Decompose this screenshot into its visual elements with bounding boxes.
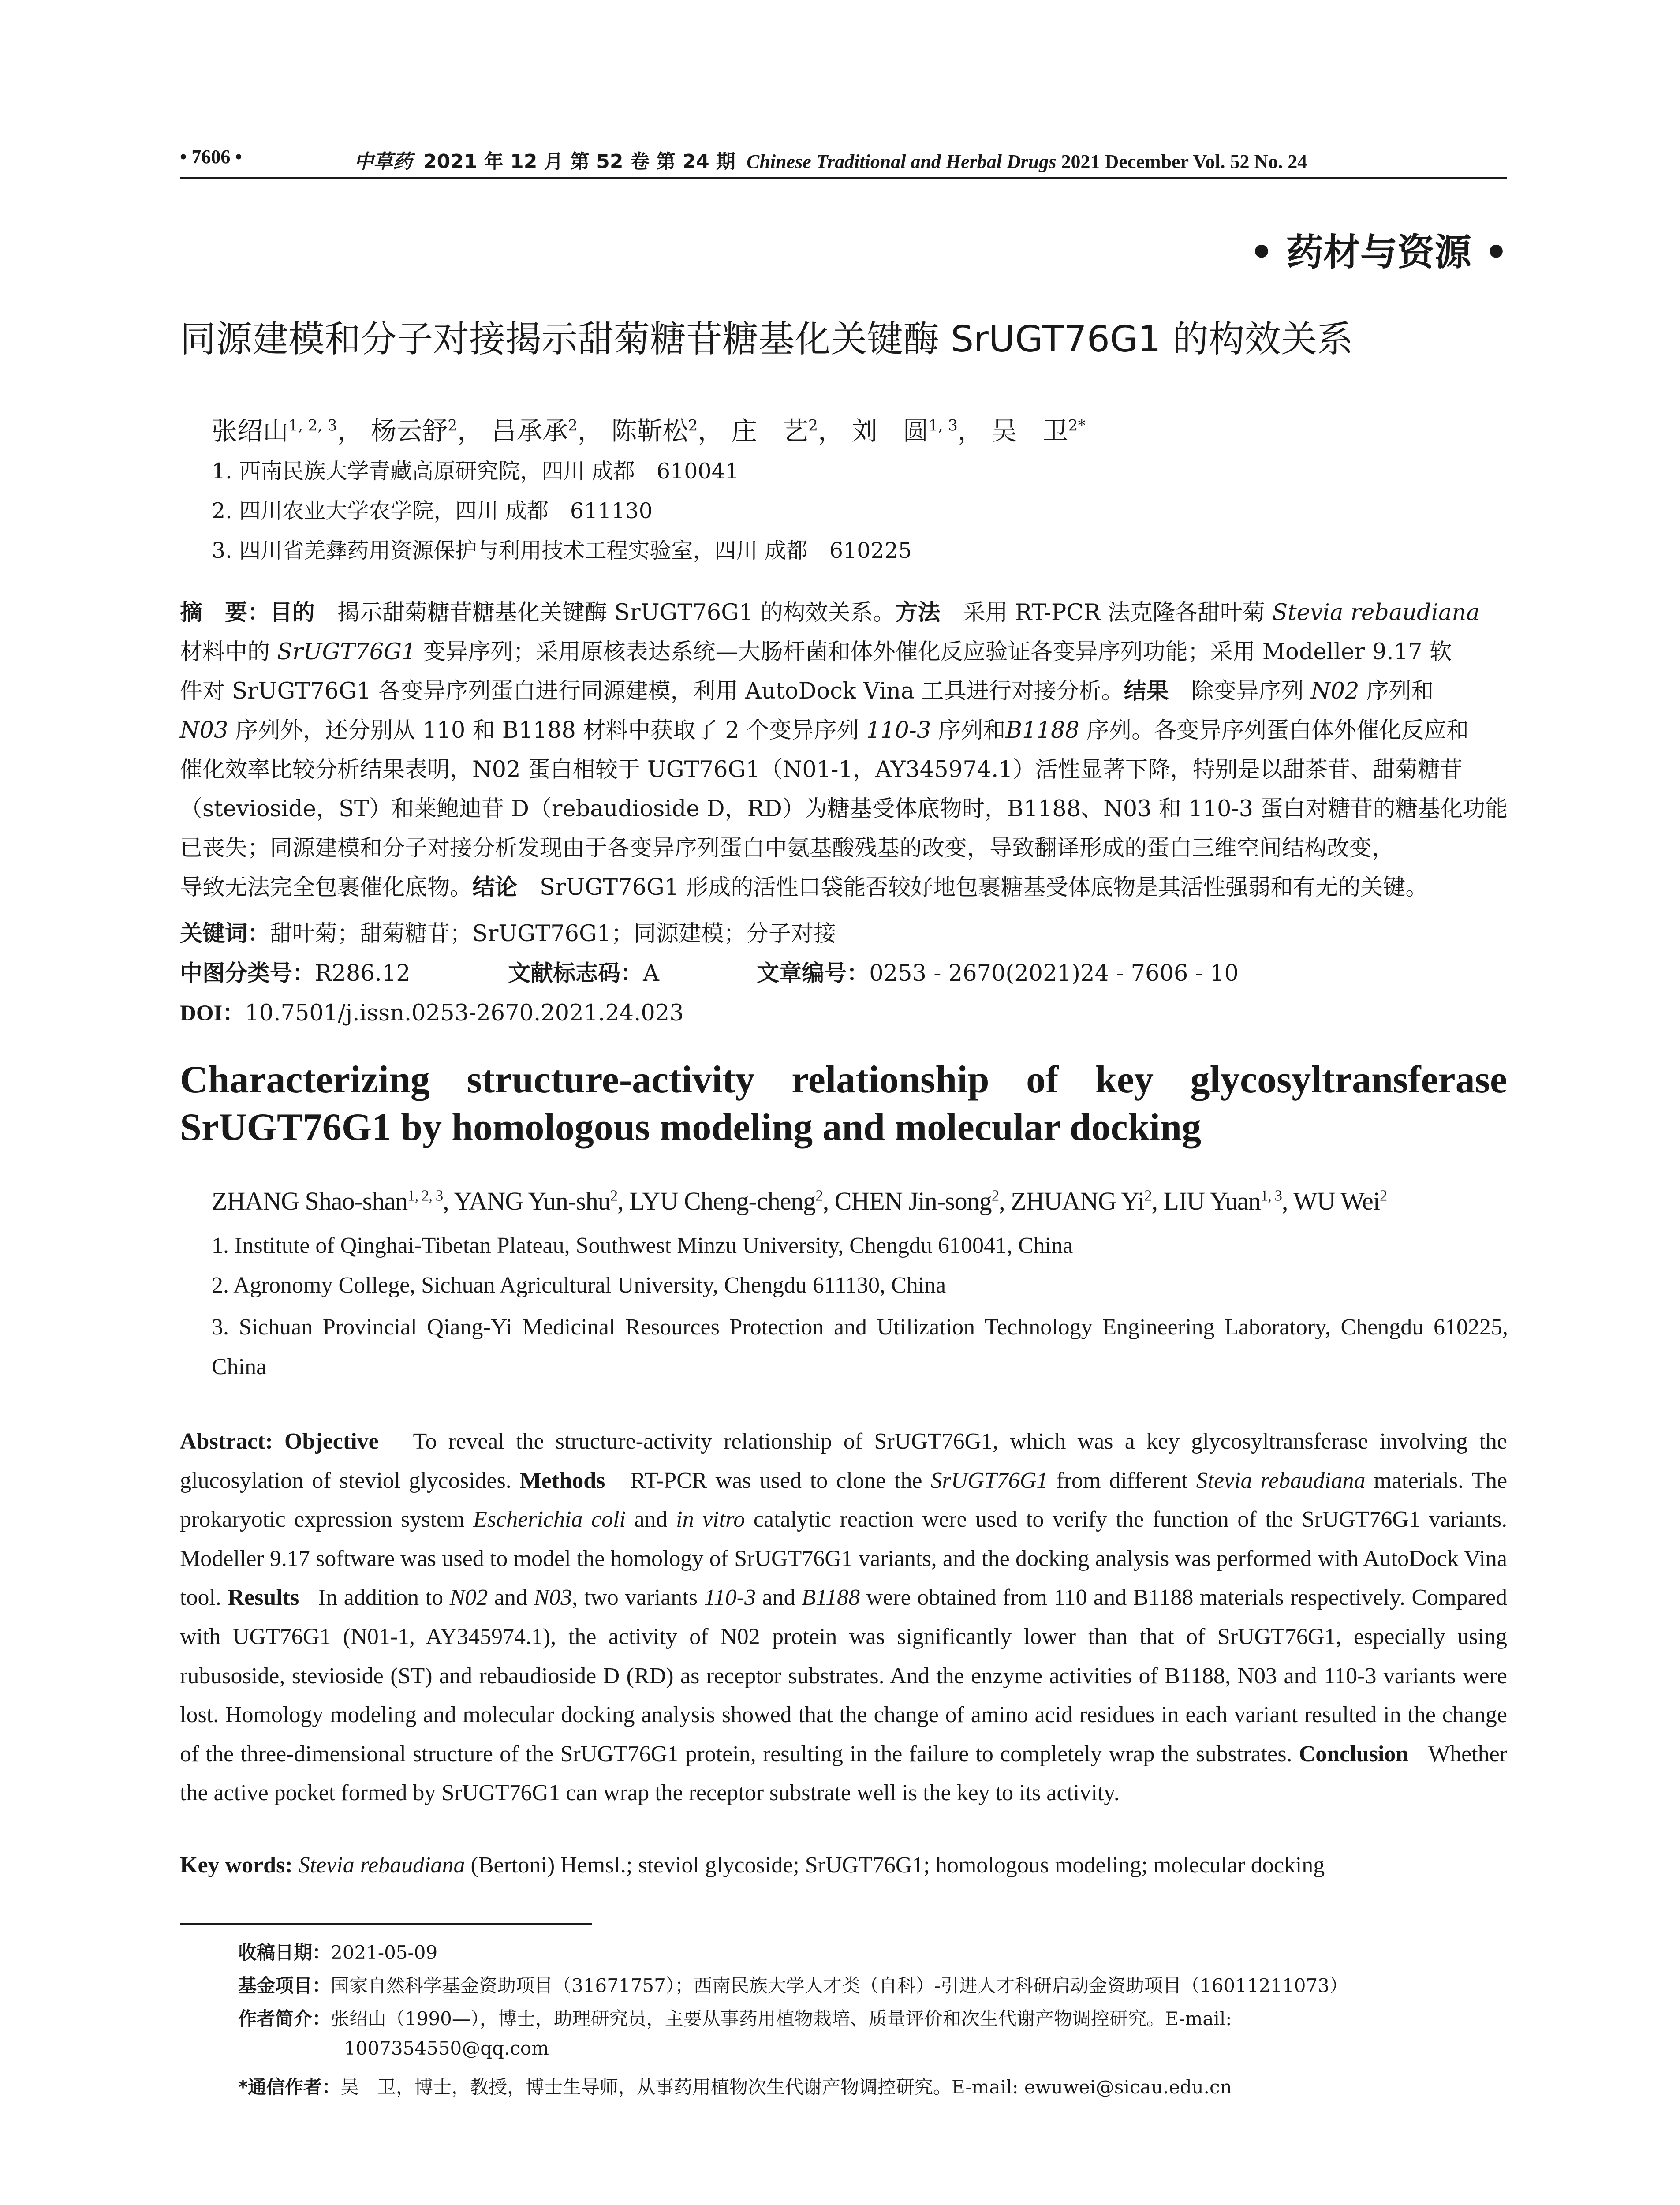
author-sup: 2: [610, 1187, 618, 1204]
issue-cn: 2021 年 12 月 第 52 卷 第 24 期: [423, 150, 736, 173]
running-header: [180, 146, 1507, 176]
results-text: 序列和: [938, 718, 1006, 744]
author-bio-text: 张绍山（1990—），博士，助理研究员，主要从事药用植物栽培、质量评价和次生代谢产物调控研究。E-mail:: [331, 2008, 1232, 2029]
doc-code-label: 文献标志码：: [508, 960, 643, 987]
methods-text-en: catalytic reaction were used to verify the function of the SrUGT76G1 variants. Modeller 9.17 software was used to model the homology of SrUGT76G1 variants, and the docking analysis was performed with AutoDock Vina tool.: [180, 1507, 1508, 1611]
variant-name: B1188: [1005, 718, 1079, 744]
affiliation-cn-2: 2. 四川农业大学农学院，四川 成都 611130: [212, 498, 653, 523]
author-sup: 2: [1379, 1187, 1387, 1204]
page-number: • 7606 •: [180, 146, 242, 168]
author-cn: 陈靳松: [611, 416, 688, 446]
journal-name-cn: 中草药: [354, 150, 412, 173]
fund-label: 基金项目：: [238, 1975, 331, 1996]
authors-cn: 张绍山$^{1, 2, 3}$， 杨云舒$^2$， 吕承承$^2$， 陈靳松$^2$， 庄 艺$^2$， 刘 圆$^{1, 3}$， 吴 卫$^{2*}$: [212, 416, 1086, 446]
author-cn: 刘 圆: [851, 416, 929, 446]
methods-text-en: from different: [1056, 1468, 1188, 1493]
variant-name: 110-3: [866, 718, 931, 744]
in-vitro-term: in vitro: [676, 1507, 745, 1532]
footnote-received: [238, 1938, 437, 1965]
author-sup: 1, 3: [1260, 1187, 1282, 1204]
variant-name: N02: [449, 1585, 488, 1611]
journal-name-en: Chinese Traditional and Herbal Drugs: [747, 151, 1057, 172]
doi-line: [180, 994, 684, 1027]
results-text-en: In addition to: [318, 1585, 444, 1611]
abstract-cn-line: [180, 632, 1507, 672]
affiliation-cn-1: 1. 西南民族大学青藏高原研究院，四川 成都 610041: [212, 459, 739, 484]
abstract-label: 摘 要：: [180, 600, 270, 626]
abstract-en: [180, 1422, 1507, 1813]
author-sup: 1, 2, 3: [407, 1187, 443, 1204]
author-en: WU Wei: [1293, 1187, 1380, 1215]
article-no-label: 文章编号：: [757, 960, 870, 987]
species-name: Stevia rebaudiana: [1272, 600, 1480, 626]
received-label: 收稿日期：: [238, 1942, 331, 1963]
gene-name: SrUGT76G1: [277, 639, 416, 665]
results-text: 导致无法完全包裹催化底物。: [180, 875, 473, 901]
article-no-value: 0253 - 2670(2021)24 - 7606 - 10: [869, 960, 1239, 987]
abstract-cn-line: [180, 672, 1507, 711]
affiliation-en-2: 2. Agronomy College, Sichuan Agricultural University, Chengdu 611130, China: [212, 1273, 946, 1298]
gene-name: SrUGT76G1: [930, 1468, 1048, 1493]
author-cn: 吴 卫: [991, 416, 1068, 446]
author-cn: 张绍山: [212, 416, 289, 446]
clc-label: 中图分类号：: [180, 960, 315, 987]
header-rule: [180, 177, 1507, 179]
title-en: Characterizing structure-activity relationship of key glycosyltransferase SrUGT76G1 by homologous modeling and molecular docking: [180, 1058, 1507, 1149]
keywords-text-en: (Bertoni) Hemsl.; steviol glycoside; SrUGT76G1; homologous modeling; molecular docking: [470, 1853, 1325, 1878]
author-en: CHEN Jin-song: [834, 1187, 992, 1215]
issue-en: 2021 December Vol. 52 No. 24: [1061, 151, 1307, 172]
abstract-cn-line: [180, 593, 1507, 632]
affiliation-en-3: 3. Sichuan Provincial Qiang-Yi Medicinal Resources Protection and Utilization Technology Engineering Laboratory, Chengdu 610225, China: [212, 1315, 1508, 1379]
author-sup: 2: [688, 417, 698, 435]
abstract-cn-line: [180, 868, 1507, 907]
doi-value[interactable]: 10.7501/j.issn.0253-2670.2021.24.023: [245, 1000, 684, 1026]
results-text: 序列和: [1366, 678, 1434, 704]
keyword-species: Stevia rebaudiana: [298, 1853, 465, 1878]
methods-text-en: materials. The prokaryotic expression system: [180, 1468, 1508, 1532]
results-text-en: were obtained from 110 and B1188 materials respectively. Compared with UGT76G1 (N01-1, AY345974.1), the activity of N02 protein was significantly lower than that of SrUGT76G1, especially using rubusoside, stevioside (ST) and rebaudioside D (RD) as receptor substrates. And the enzyme activities of B1188, N03 and 110-3 variants were lost. Homology modeling and molecular docking analysis showed that the change of amino acid residues in each variant resulted in the change of the three-dimensional structure of the SrUGT76G1 protein, resulting in the failure to completely wrap the substrates.: [180, 1585, 1508, 1767]
author-sup: 2: [1144, 1187, 1152, 1204]
author-sup: 2: [567, 417, 578, 435]
variant-name: B1188: [802, 1585, 860, 1611]
variant-name: N03: [180, 718, 228, 744]
abstract-cn-line: 已丧失；同源建模和分子对接分析发现由于各变异序列蛋白中氨基酸残基的改变，导致翻译形成的蛋白三维空间结构改变，: [180, 835, 1395, 861]
author-en: ZHANG Shao-shan: [212, 1187, 408, 1215]
section-tag: • 药材与资源 •: [1250, 230, 1508, 274]
title-cn: 同源建模和分子对接揭示甜菊糖苷糖基化关键酶 SrUGT76G1 的构效关系: [180, 318, 1353, 360]
methods-text-en: and: [634, 1507, 668, 1532]
author-en: LIU Yuan: [1163, 1187, 1261, 1215]
conclusion-label: 结论: [472, 875, 518, 901]
results-text: 序列外，还分别从 110 和 B1188 材料中获取了 2 个变异序列: [235, 718, 859, 744]
doi-label: DOI：: [180, 1001, 245, 1026]
results-label: 结果: [1124, 678, 1169, 704]
keywords-label-en: Key words:: [180, 1853, 293, 1878]
author-sup: 1, 3: [928, 417, 958, 435]
corresponding-label: *通信作者：: [238, 2076, 340, 2098]
results-text-en: and: [762, 1585, 795, 1611]
author-bio-label: 作者简介：: [238, 2008, 331, 2029]
footnote-rule: [180, 1923, 592, 1925]
variant-name: N03: [534, 1585, 572, 1611]
variant-name: 110-3: [704, 1585, 756, 1611]
keywords-text: 甜叶菊；甜菊糖苷；SrUGT76G1；同源建模；分子对接: [270, 921, 836, 947]
author-en: ZHUANG Yi: [1011, 1187, 1145, 1215]
authors-en: ZHANG Shao-shan$^{1, 2, 3}$, YANG Yun-shu$^2$, LYU Cheng-cheng$^2$, CHEN Jin-song$^2$, ZHUANG Yi$^2$, LIU Yuan$^{1, 3}$, WU Wei$^2$: [212, 1187, 1387, 1215]
abstract-label-en: Abstract:: [180, 1429, 273, 1454]
clc-value: R286.12: [315, 960, 411, 987]
methods-text-en: RT-PCR was used to clone the: [630, 1468, 922, 1493]
results-label-en: Results: [228, 1585, 299, 1611]
methods-text: 采用 RT-PCR 法克隆各甜叶菊: [963, 600, 1265, 626]
footnote-author: [238, 2004, 1232, 2031]
author-sup: 2: [808, 417, 818, 435]
author-sup: 2*: [1068, 417, 1086, 435]
methods-text: 件对 SrUGT76G1 各变异序列蛋白进行同源建模，利用 AutoDock Vina 工具进行对接分析。: [180, 678, 1124, 704]
objective-text-en: To reveal the structure-activity relationship of SrUGT76G1, which was a key glycosyltransferase involving the glucosylation of steviol glycosides.: [180, 1429, 1507, 1493]
abstract-cn-line: [180, 711, 1507, 750]
methods-label-en: Methods: [519, 1468, 605, 1493]
results-text: 除变异序列: [1191, 678, 1304, 704]
results-text: 序列。各变异序列蛋白体外催化反应和: [1086, 718, 1469, 744]
affiliation-cn-3: 3. 四川省羌彝药用资源保护与利用技术工程实验室，四川 成都 610225: [212, 538, 912, 563]
author-sup: 1, 2, 3: [288, 417, 337, 435]
author-sup: 2: [991, 1187, 999, 1204]
received-date: 2021-05-09: [331, 1942, 438, 1963]
abstract-cn-line: （stevioside，ST）和莱鲍迪苷 D（rebaudioside D，RD）为糖基受体底物时，B1188、N03 和 110-3 蛋白对糖苷的糖基化功能: [180, 796, 1508, 822]
doc-code-value: A: [643, 960, 659, 987]
objective-text: 揭示甜菊糖苷糖基化关键酶 SrUGT76G1 的构效关系。: [337, 600, 896, 626]
conclusion-text: SrUGT76G1 形成的活性口袋能否较好地包裹糖基受体底物是其活性强弱和有无的关键。: [540, 875, 1428, 901]
methods-text: 材料中的: [180, 639, 270, 665]
author-cn: 庄 艺: [731, 416, 808, 446]
methods-text: 变异序列；采用原核表达系统—大肠杆菌和体外催化反应验证各变异序列功能；采用 Modeller 9.17 软: [423, 639, 1452, 665]
objective-label-en: Objective: [284, 1429, 379, 1454]
variant-name: N02: [1310, 678, 1359, 704]
footnote-corresponding: [238, 2073, 1232, 2099]
author-email[interactable]: 1007354550@qq.com: [344, 2037, 549, 2059]
conclusion-text-en: Whether the active pocket formed by SrUGT76G1 can wrap the receptor substrate well is the key to its activity.: [180, 1741, 1508, 1806]
keywords-cn: [180, 915, 836, 948]
author-sup: 2: [815, 1187, 823, 1204]
abstract-cn: [180, 593, 1507, 907]
species-name: Stevia rebaudiana: [1196, 1468, 1366, 1493]
fund-text: 国家自然科学基金资助项目（31671757）；西南民族大学人才类（自科）-引进人才科研启动金资助项目（16011211073）: [331, 1975, 1348, 1996]
author-cn: 吕承承: [491, 416, 568, 446]
corresponding-text: 吴 卫，博士，教授，博士生导师，从事药用植物次生代谢产物调控研究。E-mail: ewuwei@sicau.edu.cn: [340, 2076, 1232, 2098]
keywords-label: 关键词：: [180, 921, 270, 947]
organism-name: Escherichia coli: [473, 1507, 626, 1532]
conclusion-label-en: Conclusion: [1299, 1741, 1409, 1767]
classification-line: [180, 955, 1239, 987]
author-sup: 2: [448, 417, 458, 435]
results-text-en: and: [494, 1585, 528, 1611]
author-en: YANG Yun-shu: [453, 1187, 610, 1215]
affiliation-en-1: 1. Institute of Qinghai-Tibetan Plateau, Southwest Minzu University, Chengdu 610041, China: [212, 1233, 1073, 1258]
journal-citation: [354, 146, 1307, 174]
methods-label: 方法: [895, 600, 941, 626]
author-en: LYU Cheng-cheng: [629, 1187, 816, 1215]
results-text-en: , two variants: [572, 1585, 698, 1611]
author-cn: 杨云舒: [371, 416, 448, 446]
objective-label: 目的: [270, 600, 315, 626]
abstract-cn-line: 催化效率比较分析结果表明，N02 蛋白相较于 UGT76G1（N01-1，AY345974.1）活性显著下降，特别是以甜茶苷、甜菊糖苷: [180, 757, 1463, 783]
keywords-en: [180, 1852, 1325, 1878]
footnote-fund: [238, 1971, 1348, 1998]
